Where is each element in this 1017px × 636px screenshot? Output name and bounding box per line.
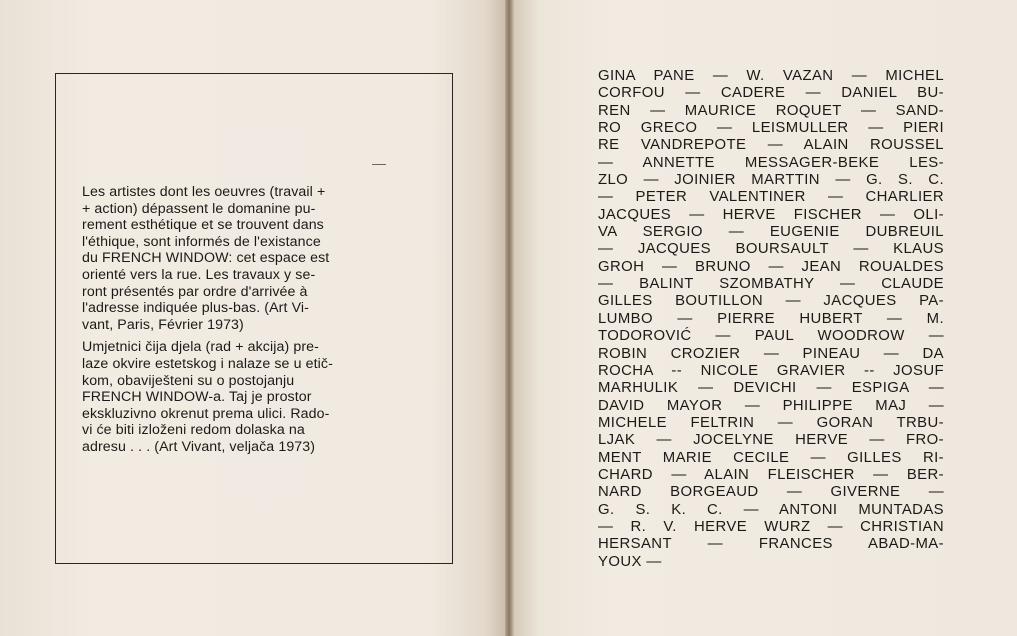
artist-list-line: — ANNETTE MESSAGER-BEKE LES- bbox=[598, 154, 944, 171]
artist-list-line: GINA PANE — W. VAZAN — MICHEL bbox=[598, 68, 944, 84]
artist-list-line: CORFOU — CADERE — DANIEL BU- bbox=[598, 85, 944, 102]
paragraph-croatian: Umjetnici čija djela (rad + akcija) pre- laze okvire estetskog i nalaze se u etič- kom, obaviješteni su o postojanju FRENCH WINDOW-a. Taj je prostor ekskluzivno okrenut prema ulici. Rado- vi će biti izloženi redom dolaska na adresu . . . (Art Vivant, veljača 1973) bbox=[82, 339, 333, 455]
artist-list-line: ROCHA -- NICOLE GRAVIER -- JOSUF bbox=[598, 362, 944, 379]
paragraph-french: Les artistes dont les oeuvres (travail + + action) dépassent le domanine pu- rement esthétique et se trouvent dans l'éthique, sont informés de l'existance du FRENCH WINDOW: cet espace est orienté vers la rue. Les travaux y se- ront présentés par ordre d'arrivée à l'adresse indiquée plus-bas. (Art Vi- vant, Paris, Février 1973) bbox=[82, 184, 330, 333]
artist-list bbox=[598, 68, 944, 571]
artist-list-line: HERSANT — FRANCES ABAD-MA- bbox=[598, 536, 944, 553]
artist-list-line: GILLES BOUTILLON — JACQUES PA- bbox=[598, 293, 944, 310]
artist-list-line: ZLO — JOINIER MARTTIN — G. S. C. bbox=[598, 172, 944, 189]
artist-list-line: — JACQUES BOURSAULT — KLAUS bbox=[598, 241, 944, 258]
artist-list-line: VA SERGIO — EUGENIE DUBREUIL bbox=[598, 224, 944, 241]
artist-list-line: NARD BORGEAUD — GIVERNE — bbox=[598, 484, 944, 501]
artist-list-line: MENT MARIE CECILE — GILLES RI- bbox=[598, 449, 944, 466]
left-page-text bbox=[82, 184, 427, 456]
artist-list-line: CHARD — ALAIN FLEISCHER — BER- bbox=[598, 466, 944, 483]
artist-list-line: MARHULIK — DEVICHI — ESPIGA — bbox=[598, 380, 944, 397]
artist-list-line: LJAK — JOCELYNE HERVE — FRO- bbox=[598, 432, 944, 449]
artist-list-line: LUMBO — PIERRE HUBERT — M. bbox=[598, 310, 944, 327]
artist-list-line: G. S. K. C. — ANTONI MUNTADAS bbox=[598, 501, 944, 518]
artist-list-line: ROBIN CROZIER — PINEAU — DA bbox=[598, 345, 944, 362]
artist-list-line: REN — MAURICE ROQUET — SAND- bbox=[598, 102, 944, 119]
artist-list-line: GROH — BRUNO — JEAN ROUALDES bbox=[598, 258, 944, 275]
artist-list-line: — BALINT SZOMBATHY — CLAUDE bbox=[598, 276, 944, 293]
artist-list-line: RE VANDREPOTE — ALAIN ROUSSEL bbox=[598, 137, 944, 154]
book-gutter bbox=[505, 0, 514, 636]
artist-list-line: TODOROVIĆ — PAUL WOODROW — bbox=[598, 328, 944, 345]
left-page bbox=[0, 0, 505, 636]
frame-mark bbox=[372, 164, 386, 165]
artist-list-line: — PETER VALENTINER — CHARLIER bbox=[598, 189, 944, 206]
artist-list-line: RO GRECO — LEISMULLER — PIERI bbox=[598, 120, 944, 137]
artist-list-line: DAVID MAYOR — PHILIPPE MAJ — bbox=[598, 397, 944, 414]
artist-list-line: MICHELE FELTRIN — GORAN TRBU- bbox=[598, 414, 944, 431]
artist-list-line: JACQUES — HERVE FISCHER — OLI- bbox=[598, 206, 944, 223]
artist-list-line: YOUX — bbox=[598, 553, 662, 570]
artist-list-line: — R. V. HERVE WURZ — CHRISTIAN bbox=[598, 518, 944, 535]
